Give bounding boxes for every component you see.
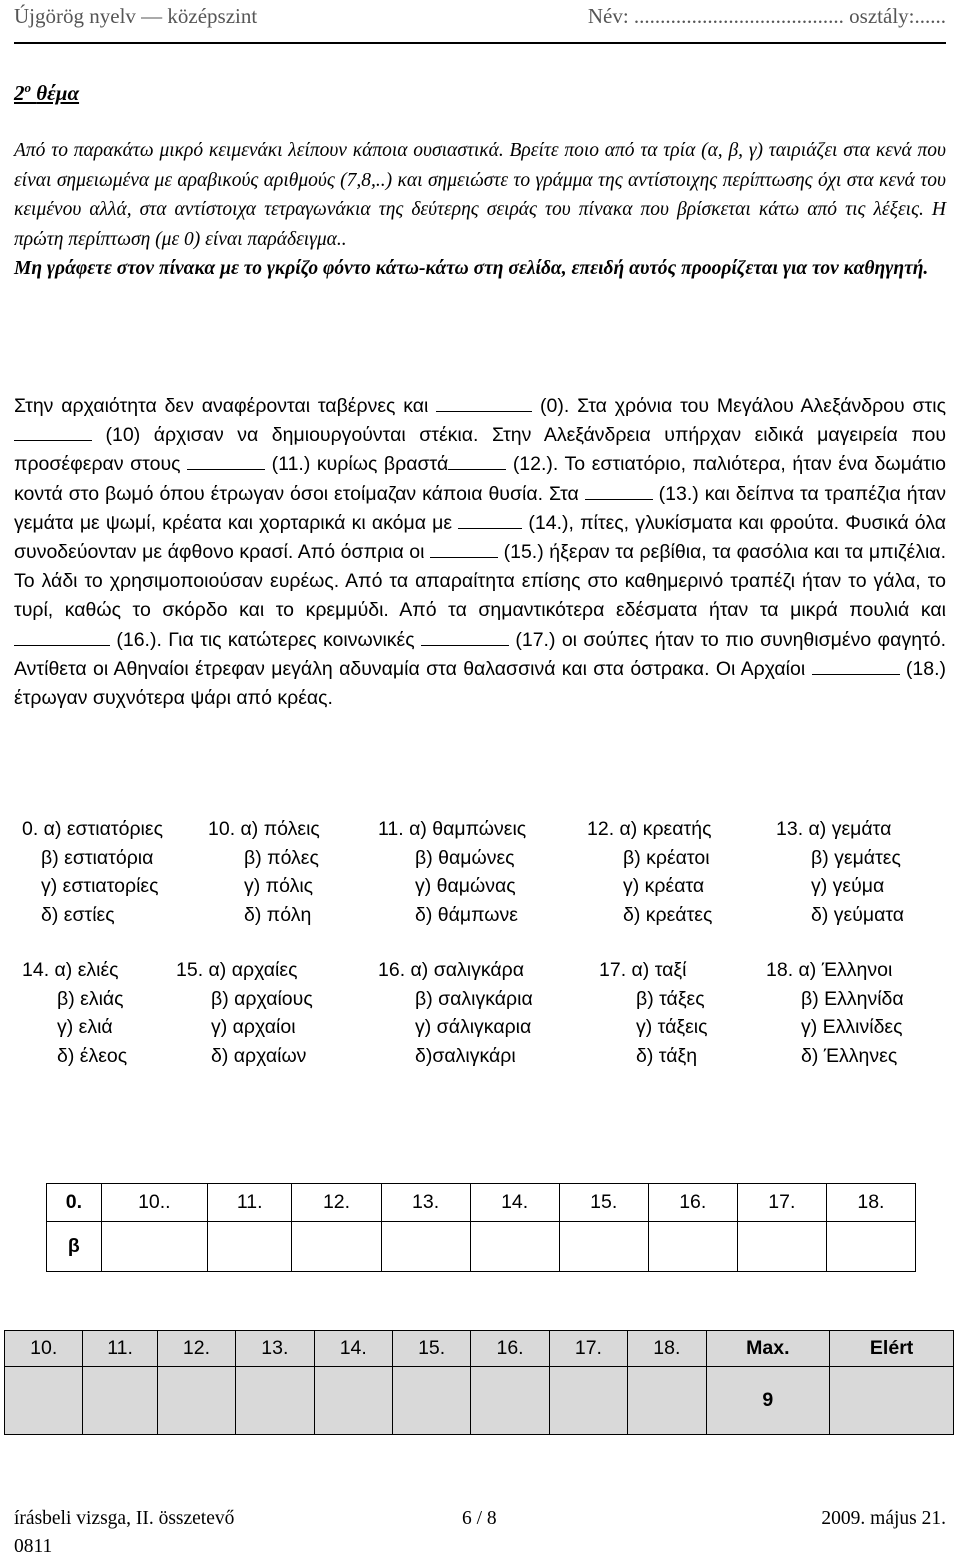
answer-cell-11[interactable] bbox=[207, 1222, 292, 1272]
answer-header-15: 15. bbox=[559, 1184, 648, 1222]
grading-cell bbox=[236, 1367, 314, 1435]
option-line: β) εστιατόρια bbox=[41, 846, 154, 869]
option-line: γ) εστιατορίες bbox=[41, 875, 159, 897]
answer-header-12: 12. bbox=[292, 1184, 381, 1222]
option-line: 10. α) πόλεις bbox=[208, 818, 320, 840]
option-group-13 bbox=[776, 818, 904, 932]
blank-15[interactable] bbox=[430, 556, 498, 558]
blank-18[interactable] bbox=[812, 673, 900, 675]
option-group-10 bbox=[208, 818, 320, 932]
option-line: δ) αρχαίων bbox=[211, 1044, 307, 1067]
option-line: γ) αρχαίοι bbox=[211, 1016, 296, 1038]
section-title: 2$^o$ θέμα bbox=[14, 80, 80, 105]
instructions bbox=[14, 136, 946, 284]
option-line: 16. α) σαλιγκάρα bbox=[378, 959, 525, 981]
option-line: δ) έλεος bbox=[57, 1044, 128, 1067]
footer-exam-label: írásbeli vizsga, II. összetevő bbox=[14, 1508, 235, 1529]
grading-table bbox=[4, 1330, 954, 1435]
grading-header: 12. bbox=[157, 1331, 235, 1367]
option-group-15 bbox=[176, 959, 313, 1073]
option-line: δ) γεύματα bbox=[811, 903, 905, 926]
grading-header: 18. bbox=[628, 1331, 706, 1367]
answer-header-13: 13. bbox=[381, 1184, 470, 1222]
blank-13[interactable] bbox=[585, 498, 653, 500]
option-line: β) σαλιγκάρια bbox=[415, 987, 533, 1010]
grading-cell bbox=[157, 1367, 235, 1435]
option-line: γ) θαμώνας bbox=[415, 875, 516, 897]
grading-max-value: 9 bbox=[706, 1367, 830, 1435]
answer-cell-0: β bbox=[47, 1222, 102, 1272]
option-line: γ) ελιά bbox=[57, 1016, 113, 1038]
option-line: β) τάξες bbox=[636, 987, 705, 1010]
blank-12[interactable] bbox=[448, 468, 506, 470]
answer-header-18: 18. bbox=[826, 1184, 915, 1222]
option-line: γ) σάλιγκαρια bbox=[415, 1016, 532, 1038]
answer-cell-10[interactable] bbox=[101, 1222, 207, 1272]
answer-header-17: 17. bbox=[737, 1184, 826, 1222]
option-line: β) γεμάτες bbox=[811, 846, 901, 869]
instructions-text: Από το παρακάτω μικρό κειμενάκι λείπουν κάποια ουσιαστικά. Βρείτε ποιο από τα τρία (α, β, γ) ταιριάζει στα κενά που είναι σημειωμένα με αραβικούς αριθμούς (7,8,..) και σημειώστε το γράμμα της αντίστοιχης περίπτωσης όχι στα κενά του κειμένου αλλά, στα αντίστοιχα τετραγωνάκια της δεύτερης σειράς του πίνακα που βρίσκεται κάτω από τις λέξεις. Η πρώτη περίπτωση (με 0) είναι παράδειγμα.. bbox=[14, 140, 946, 250]
option-line: δ) κρεάτες bbox=[623, 903, 713, 926]
option-line: β) Ελληνίδα bbox=[801, 987, 904, 1010]
option-line: β) θαμώνες bbox=[415, 846, 515, 869]
answer-header-11: 11. bbox=[207, 1184, 292, 1222]
grading-header: 15. bbox=[392, 1331, 470, 1367]
grading-cell bbox=[628, 1367, 706, 1435]
grading-header: 13. bbox=[236, 1331, 314, 1367]
option-line: δ)σαλιγκάρι bbox=[415, 1044, 516, 1067]
option-line: γ) πόλις bbox=[244, 875, 314, 897]
option-line: δ) εστίες bbox=[41, 903, 115, 926]
answer-cell-13[interactable] bbox=[381, 1222, 470, 1272]
answer-cell-12[interactable] bbox=[292, 1222, 381, 1272]
option-line: 13. α) γεμάτα bbox=[776, 818, 892, 840]
option-line: 0. α) εστιατόριες bbox=[22, 818, 163, 840]
option-line: β) κρέατοι bbox=[623, 846, 710, 869]
footer-date: 2009. május 21. bbox=[821, 1508, 946, 1529]
blank-11[interactable] bbox=[187, 468, 265, 470]
header-divider bbox=[14, 42, 946, 44]
grading-cell bbox=[5, 1367, 83, 1435]
option-line: δ) τάξη bbox=[636, 1044, 698, 1067]
footer-code: 0811 bbox=[14, 1536, 53, 1557]
option-group-12 bbox=[587, 818, 712, 932]
answer-header-16: 16. bbox=[648, 1184, 737, 1222]
option-line: 11. α) θαμπώνεις bbox=[378, 818, 527, 840]
option-line: δ) πόλη bbox=[244, 903, 312, 926]
grading-header: 14. bbox=[314, 1331, 392, 1367]
grading-header-max: Max. bbox=[706, 1331, 830, 1367]
answer-table bbox=[46, 1183, 916, 1272]
blank-16[interactable] bbox=[14, 644, 110, 646]
blank-10[interactable] bbox=[14, 439, 92, 441]
grading-cell bbox=[549, 1367, 627, 1435]
option-group-11 bbox=[378, 818, 526, 932]
instructions-warning: Μη γράφετε στον πίνακα με το γκρίζο φόντο κάτω-κάτω στη σελίδα, επειδή αυτός προορίζεται για τον καθηγητή. bbox=[14, 258, 929, 279]
answer-header-14: 14. bbox=[470, 1184, 559, 1222]
option-line: γ) κρέατα bbox=[623, 875, 705, 897]
answer-header-0: 0. bbox=[47, 1184, 102, 1222]
page-header bbox=[14, 2, 946, 32]
option-line: 12. α) κρεατής bbox=[587, 818, 712, 840]
answer-cell-15[interactable] bbox=[559, 1222, 648, 1272]
option-group-18 bbox=[766, 959, 904, 1073]
header-name-class: Név: ........................................ osztály:...... bbox=[587, 4, 946, 28]
option-group-16 bbox=[378, 959, 533, 1073]
grading-header: 17. bbox=[549, 1331, 627, 1367]
grading-cell bbox=[314, 1367, 392, 1435]
option-group-0 bbox=[22, 818, 163, 932]
option-line: γ) Ελλινίδες bbox=[801, 1016, 903, 1038]
option-line: 15. α) αρχαίες bbox=[176, 959, 298, 981]
grading-header: 11. bbox=[83, 1331, 157, 1367]
option-line: β) ελιάς bbox=[57, 987, 124, 1010]
option-line: β) πόλες bbox=[244, 846, 319, 869]
option-line: δ) Έλληνες bbox=[801, 1044, 898, 1067]
grading-cell bbox=[83, 1367, 157, 1435]
blank-17[interactable] bbox=[421, 644, 509, 646]
blank-0[interactable] bbox=[436, 410, 532, 412]
answer-header-10: 10.. bbox=[101, 1184, 207, 1222]
option-line: 18. α) Έλληνοι bbox=[766, 959, 893, 981]
option-line: β) αρχαίους bbox=[211, 987, 313, 1010]
answer-cell-17[interactable] bbox=[737, 1222, 826, 1272]
option-line: γ) γεύμα bbox=[811, 875, 885, 897]
footer-page-number: 6 / 8 bbox=[462, 1508, 497, 1529]
option-group-17 bbox=[599, 959, 708, 1073]
header-subject: Újgörög nyelv — középszint bbox=[14, 4, 258, 28]
grading-cell bbox=[392, 1367, 470, 1435]
answer-cell-18[interactable] bbox=[826, 1222, 915, 1272]
grading-achieved-cell bbox=[830, 1367, 954, 1435]
answer-cell-16[interactable] bbox=[648, 1222, 737, 1272]
grading-header: 16. bbox=[471, 1331, 549, 1367]
option-line: δ) θάμπωνε bbox=[415, 903, 518, 926]
blank-14[interactable] bbox=[458, 527, 522, 529]
answer-cell-14[interactable] bbox=[470, 1222, 559, 1272]
passage-text: Στην αρχαιότητα δεν αναφέρονται ταβέρνες και (0). Στα χρόνια του Μεγάλου Αλεξάνδρου στις (10) άρχισαν να δημιουργούνται στέκια. Στην Αλεξάνδρεια υπήρχαν ειδικά μαγειρεία που προσέφεραν στους (11.) κυρίως βραστά (12.). Το εστιατόριο, παλιότερα, ήταν ένα δωμάτιο κοντά στο βωμό όπου έτρωγαν όσοι ετοίμαζαν κάποια θυσία. Στα (13.) και δείπνα τα τραπέζια ήταν γεμάτα με ψωμί, κρέατα και χορταρικά κι ακόμα με (14.), πίτες, γλυκίσματα και φρούτα. Φυσικά όλα συνοδεύονταν με άφθονο κρασί. Από όσπρια οι (15.) ήξεραν τα ρεβίθια, τα φασόλια και τα μπιζέλια. Το λάδι το χρησιμοποιούσαν ευρέως. Από τα απαραίτητα επίσης στο καθημερινό τραπέζι ήταν το γάλα, το τυρί, καθώς το σκόρδο και το κρεμμύδι. Από τα σημαντικότερα εδέσματα ήταν τα μικρά πουλιά και (16.). Για τις κατώτερες κοινωνικές (17.) οι σούπες ήταν το πιο συνηθισμένο φαγητό. Αντίθετα οι Αθηναίοι έτρεφαν μεγάλη αδυναμία στα θαλασσινά και στα όστρακα. Οι Αρχαίοι (18.) έτρωγαν συχνότερα ψάρι από κρέας. bbox=[14, 395, 947, 710]
option-group-14 bbox=[22, 959, 127, 1073]
option-line: γ) τάξεις bbox=[636, 1016, 708, 1038]
option-line: 14. α) ελιές bbox=[22, 959, 119, 981]
grading-header: 10. bbox=[5, 1331, 83, 1367]
option-line: 17. α) ταξί bbox=[599, 959, 687, 981]
grading-header-achieved: Elért bbox=[830, 1331, 954, 1367]
grading-cell bbox=[471, 1367, 549, 1435]
